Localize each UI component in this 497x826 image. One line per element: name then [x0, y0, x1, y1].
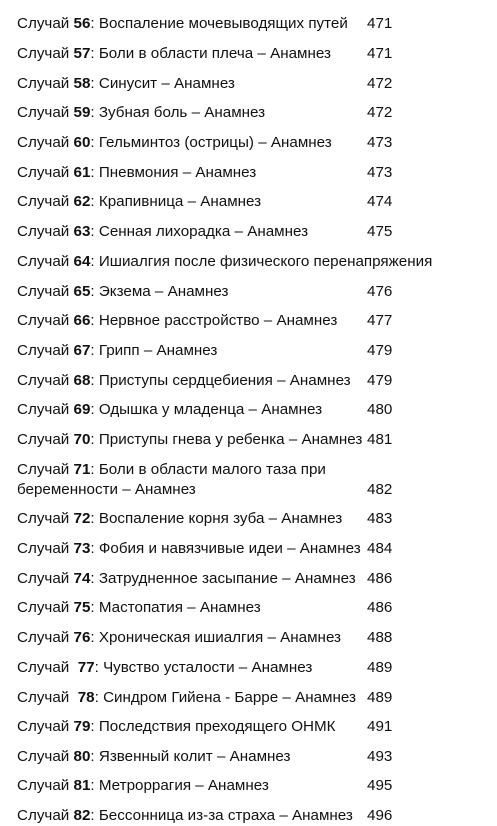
toc-entry-title-continued: беременности – Анамнез [17, 481, 196, 498]
toc-entry-prefix: Случай [17, 164, 74, 181]
toc-entry-text [17, 222, 308, 242]
toc-entry-title: : Фобия и навязчивые идеи – Анамнез [90, 540, 361, 557]
toc-entry-text [17, 460, 326, 480]
toc-entry-text [17, 598, 261, 618]
toc-entry-number: 71 [73, 461, 91, 478]
toc-entry-title: : Экзема – Анамнез [90, 283, 229, 300]
toc-entry-prefix: Случай [17, 461, 74, 478]
toc-entry-number: 68 [73, 372, 91, 389]
toc-entry-text [17, 806, 353, 826]
toc-entry-text [17, 282, 228, 302]
toc-entry-prefix: Случай [17, 372, 74, 389]
toc-entry-title: : Гельминтоз (острицы) – Анамнез [90, 134, 332, 151]
toc-entry-text [17, 658, 312, 678]
toc-entry-number: 77 [77, 659, 95, 676]
toc-entry-prefix: Случай [17, 540, 74, 557]
toc-entry-prefix: Случай [17, 401, 74, 418]
toc-entry-title: : Нервное расстройство – Анамнез [90, 312, 338, 329]
toc-entry-title: : Язвенный колит – Анамнез [90, 748, 291, 765]
toc-entry-number: 75 [73, 599, 91, 616]
toc-entry-text [17, 371, 351, 391]
toc-entry-number: 82 [73, 807, 91, 824]
toc-entry-number: 56 [73, 15, 91, 32]
toc-entry-prefix: Случай [17, 777, 74, 794]
toc-entry-text [17, 688, 356, 708]
toc-entry-title: : Воспаление мочевыводящих путей [90, 15, 348, 32]
toc-entry-text [17, 252, 432, 272]
toc-entry-number: 69 [73, 401, 91, 418]
toc-entry-text [17, 539, 361, 559]
toc-entry-page: 482 [367, 481, 393, 498]
toc-entry-text [17, 44, 331, 64]
toc-entry-title: : Последствия преходящего ОНМК [90, 718, 336, 735]
toc-entry-title: : Мастопатия – Анамнез [90, 599, 261, 616]
toc-entry-page: 473 [367, 164, 393, 181]
toc-entry-prefix: Случай [17, 689, 78, 706]
toc-entry-title: : Боли в области плеча – Анамнез [90, 45, 331, 62]
toc-entry-title: : Приступы сердцебиения – Анамнез [90, 372, 351, 389]
toc-entry-text [17, 341, 217, 361]
toc-entry-page: 480 [367, 401, 393, 418]
toc-entry-title: : Затрудненное засыпание – Анамнез [90, 570, 356, 587]
toc-entry-page: 495 [367, 777, 393, 794]
toc-entry-page: 479 [367, 342, 393, 359]
toc-entry-page: 493 [367, 748, 393, 765]
toc-entry-title: : Грипп – Анамнез [90, 342, 218, 359]
toc-entry-title: : Боли в области малого таза при [90, 461, 326, 478]
toc-entry-page: 484 [367, 540, 393, 557]
toc-entry-prefix: Случай [17, 283, 74, 300]
toc-entry-title: : Сенная лихорадка – Анамнез [90, 223, 309, 240]
toc-entry-text [17, 776, 269, 796]
toc-entry-text [17, 628, 341, 648]
toc-entry-prefix: Случай [17, 629, 74, 646]
toc-entry-text [17, 192, 261, 212]
toc-entry-text [17, 400, 322, 420]
toc-entry-page: 475 [367, 223, 393, 240]
toc-entry-number: 74 [73, 570, 91, 587]
toc-entry-page: 476 [367, 283, 393, 300]
toc-entry-prefix: Случай [17, 75, 74, 92]
toc-entry-title: : Бессонница из-за страха – Анамнез [90, 807, 353, 824]
toc-entry-prefix: Случай [17, 599, 74, 616]
toc-entry-page: 488 [367, 629, 393, 646]
toc-entry-title: : Хроническая ишиалгия – Анамнез [90, 629, 342, 646]
toc-entry-text [17, 569, 356, 589]
toc-entry-number: 78 [77, 689, 95, 706]
toc-entry-number: 70 [73, 431, 91, 448]
toc-entry-title: : Метроррагия – Анамнез [90, 777, 269, 794]
toc-entry-number: 57 [73, 45, 91, 62]
toc-entry-text [17, 747, 291, 767]
toc-entry-number: 73 [73, 540, 91, 557]
toc-entry-number: 81 [73, 777, 91, 794]
toc-entry-prefix: Случай [17, 748, 74, 765]
toc-entry-prefix: Случай [17, 193, 74, 210]
toc-entry-prefix: Случай [17, 253, 74, 270]
toc-entry-text [17, 14, 348, 34]
toc-entry-page: 491 [367, 718, 393, 735]
toc-entry-title: : Зубная боль – Анамнез [90, 104, 266, 121]
toc-entry-prefix: Случай [17, 342, 74, 359]
toc-entry-prefix: Случай [17, 15, 74, 32]
toc-entry-number: 61 [73, 164, 91, 181]
toc-entry-page: 471 [367, 15, 393, 32]
toc-entry-page: 486 [367, 599, 393, 616]
toc-entry-page: 489 [367, 689, 393, 706]
toc-entry-page: 473 [367, 134, 393, 151]
toc-entry-prefix: Случай [17, 718, 74, 735]
toc-entry-number: 64 [73, 253, 91, 270]
toc-entry-text [17, 103, 265, 123]
toc-entry-title: : Воспаление корня зуба – Анамнез [90, 510, 343, 527]
toc-entry-text [17, 311, 337, 331]
toc-entry-title: : Пневмония – Анамнез [90, 164, 257, 181]
toc-entry-text [17, 74, 235, 94]
toc-entry-prefix: Случай [17, 312, 74, 329]
toc-entry-title: : Одышка у младенца – Анамнез [90, 401, 323, 418]
toc-entry-text [17, 133, 332, 153]
toc-entry-prefix: Случай [17, 134, 74, 151]
toc-entry-text [17, 430, 362, 450]
toc-entry-number: 67 [73, 342, 91, 359]
toc-entry-number: 60 [73, 134, 91, 151]
toc-entry-number: 72 [73, 510, 91, 527]
toc-entry-number: 62 [73, 193, 91, 210]
toc-entry-page: 474 [367, 193, 393, 210]
toc-entry-page: 479 [367, 372, 393, 389]
toc-entry-prefix: Случай [17, 807, 74, 824]
toc-entry-title: : Синусит – Анамнез [90, 75, 235, 92]
toc-entry-number: 79 [73, 718, 91, 735]
toc-entry-text [17, 509, 342, 529]
toc-entry-prefix: Случай [17, 659, 78, 676]
toc-entry-prefix: Случай [17, 104, 74, 121]
toc-entry-number: 80 [73, 748, 91, 765]
toc-entry-page: 472 [367, 104, 393, 121]
toc-entry-number: 59 [73, 104, 91, 121]
toc-entry-number: 65 [73, 283, 91, 300]
toc-entry-title: : Приступы гнева у ребенка – Анамнез [90, 431, 363, 448]
toc-entry-prefix: Случай [17, 45, 74, 62]
toc-entry-page: 489 [367, 659, 393, 676]
toc-entry-page: 486 [367, 570, 393, 587]
toc-entry-prefix: Случай [17, 431, 74, 448]
toc-entry-number: 76 [73, 629, 91, 646]
toc-entry-prefix: Случай [17, 570, 74, 587]
toc-entry-page: 471 [367, 45, 393, 62]
toc-entry-title: : Ишиалгия после физического перенапряжения [90, 253, 433, 270]
toc-entry-number: 63 [73, 223, 91, 240]
toc-entry-title: : Крапивница – Анамнез [90, 193, 262, 210]
toc-entry-page: 496 [367, 807, 393, 824]
toc-entry-title: : Синдром Гийена - Барре – Анамнез [94, 689, 356, 706]
toc-entry-title: : Чувство усталости – Анамнез [94, 659, 313, 676]
toc-entry-page: 481 [367, 431, 393, 448]
toc-entry-page: 483 [367, 510, 393, 527]
toc-entry-number: 66 [73, 312, 91, 329]
toc-entry-text [17, 717, 336, 737]
toc-entry-page: 472 [367, 75, 393, 92]
toc-entry-page: 477 [367, 312, 393, 329]
toc-entry-text [17, 163, 256, 183]
toc-entry-prefix: Случай [17, 510, 74, 527]
toc-entry-prefix: Случай [17, 223, 74, 240]
toc-entry-number: 58 [73, 75, 91, 92]
